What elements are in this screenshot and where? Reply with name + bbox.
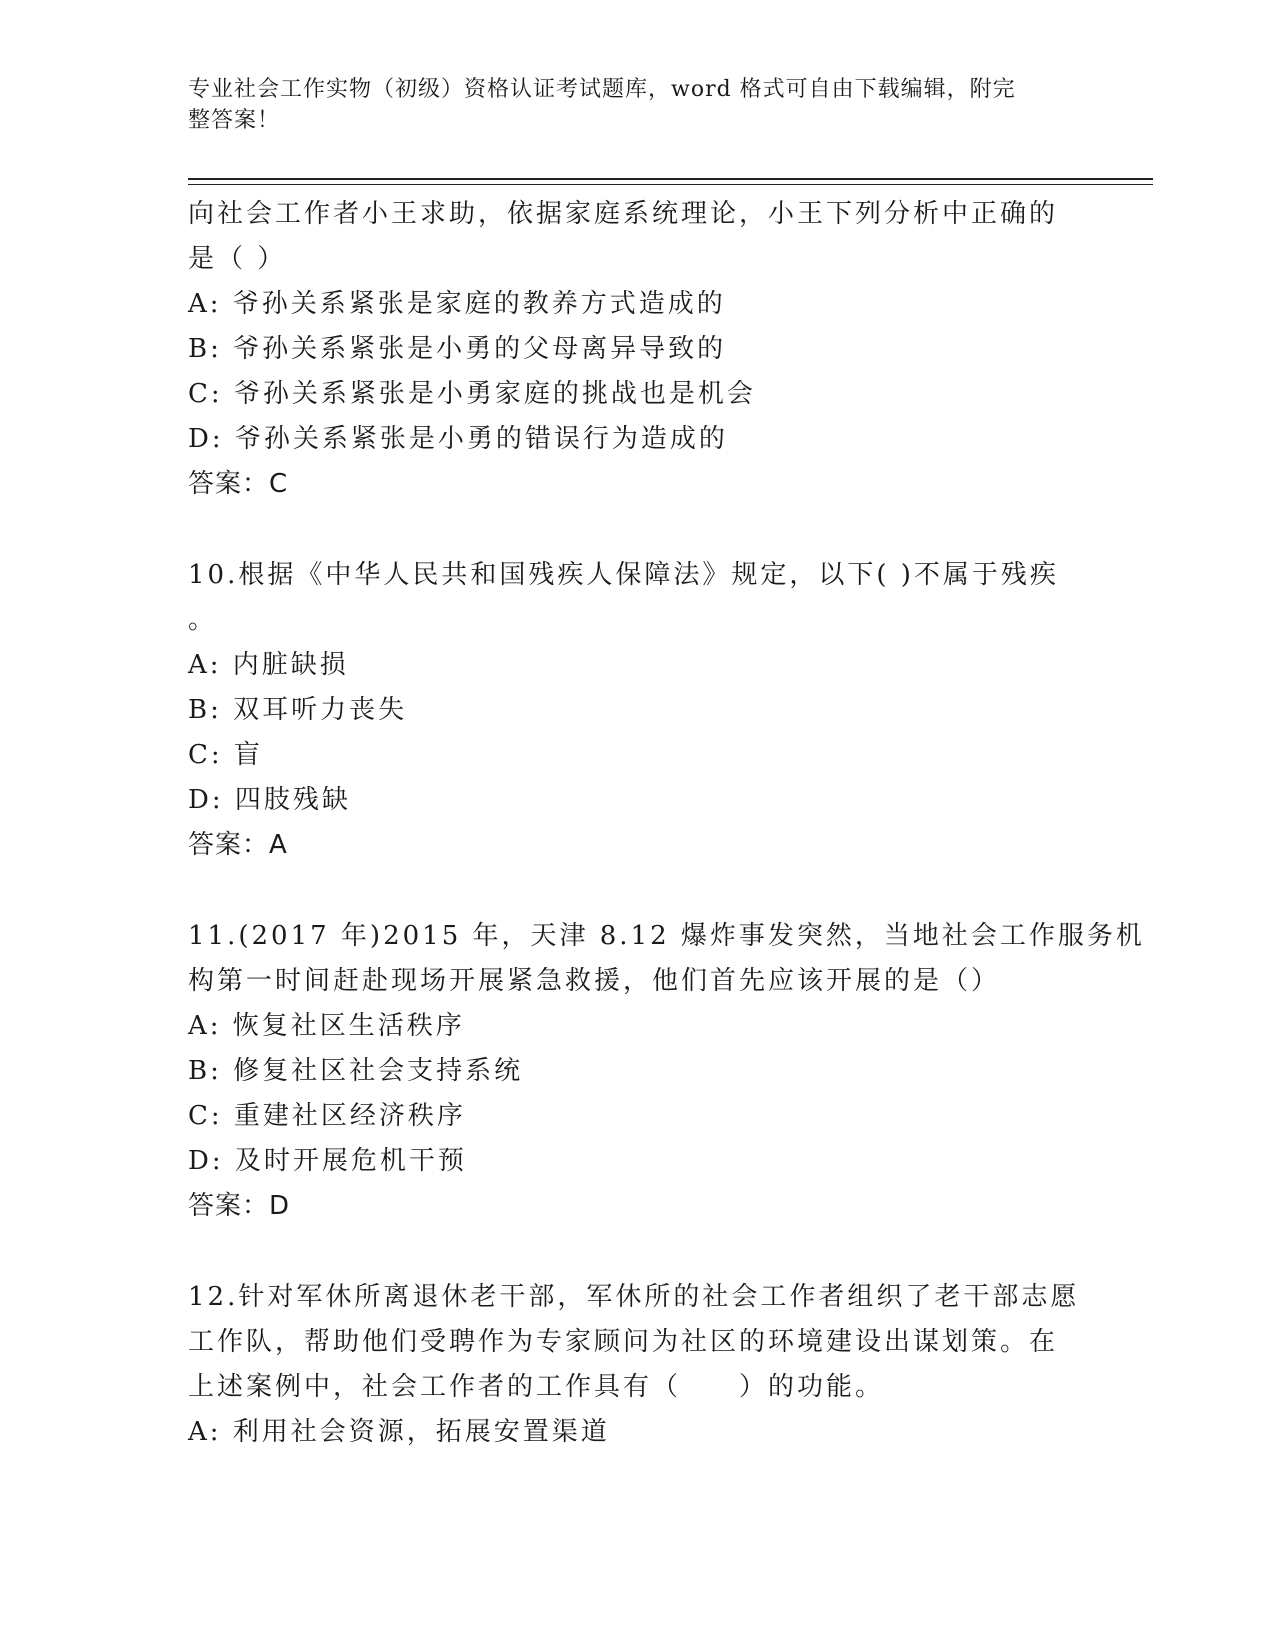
answer-line: 答案：C	[188, 469, 289, 499]
question-stem: 工作队，帮助他们受聘作为专家顾问为社区的环境建设出谋划策。在	[188, 1327, 1059, 1357]
header-line: 专业社会工作实物（初级）资格认证考试题库，word 格式可自由下载编辑，附完	[188, 77, 1016, 102]
question-list	[188, 192, 1145, 1455]
question-item	[188, 1275, 1088, 1455]
option-b: B: 修复社区社会支持系统	[188, 1056, 524, 1086]
option-c: C: 盲	[188, 740, 263, 770]
question-stem: 向社会工作者小王求助，依据家庭系统理论，小王下列分析中正确的	[188, 199, 1059, 229]
option-a: A: 恢复社区生活秩序	[188, 1011, 465, 1041]
option-a: A: 内脏缺损	[188, 650, 349, 680]
question-item	[188, 192, 1088, 507]
document-header	[188, 74, 1068, 136]
header-line: 整答案！	[188, 108, 281, 133]
option-d: D: 爷孙关系紧张是小勇的错误行为造成的	[188, 424, 728, 454]
header-divider-thin	[188, 184, 1153, 185]
question-stem: 。	[188, 605, 218, 635]
question-stem: 构第一时间赶赴现场开展紧急救援，他们首先应该开展的是（）	[188, 966, 1001, 996]
option-b: B: 爷孙关系紧张是小勇的父母离异导致的	[188, 334, 727, 364]
question-stem: 12.针对军休所离退休老干部，军休所的社会工作者组织了老干部志愿	[188, 1282, 1080, 1312]
option-a: A: 利用社会资源，拓展安置渠道	[188, 1417, 610, 1447]
question-stem: 10.根据《中华人民共和国残疾人保障法》规定，以下( )不属于残疾	[188, 560, 1059, 590]
question-stem: 11.(2017 年)2015 年，天津 8.12 爆炸事发突然，当地社会工作服务机	[188, 921, 1145, 951]
option-c: C: 爷孙关系紧张是小勇家庭的挑战也是机会	[188, 379, 756, 409]
answer-line: 答案：A	[188, 830, 288, 860]
header-divider	[188, 178, 1153, 180]
question-item	[188, 553, 1088, 868]
option-d: D: 及时开展危机干预	[188, 1146, 467, 1176]
answer-line: 答案：D	[188, 1191, 291, 1221]
question-stem: 是（ ）	[188, 244, 287, 274]
question-item	[188, 914, 1145, 1229]
option-b: B: 双耳听力丧失	[188, 695, 408, 725]
option-a: A: 爷孙关系紧张是家庭的教养方式造成的	[188, 289, 726, 319]
question-stem: 上述案例中，社会工作者的工作具有（ ）的功能。	[188, 1372, 885, 1402]
option-c: C: 重建社区经济秩序	[188, 1101, 466, 1131]
option-d: D: 四肢残缺	[188, 785, 351, 815]
